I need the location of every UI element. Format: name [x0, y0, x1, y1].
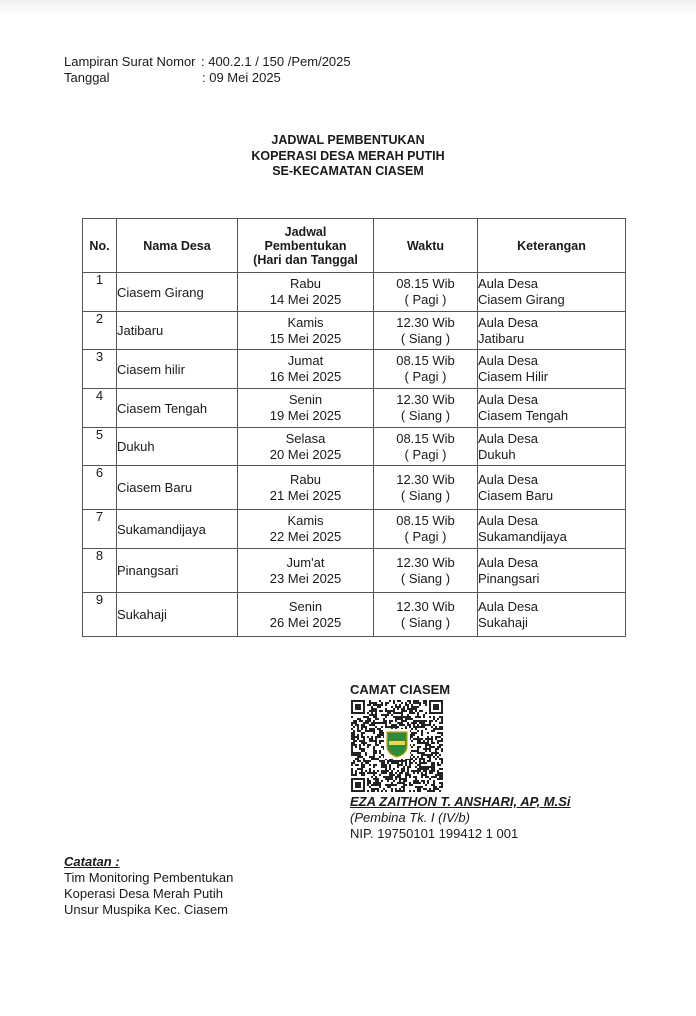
venue-label: Aula Desa	[478, 554, 538, 570]
header-jadwal-line-1: Jadwal	[284, 224, 327, 239]
header-jadwal-line-3: (Hari dan Tanggal	[253, 252, 358, 267]
time-value: 08.15 Wib	[396, 353, 455, 368]
time-session: ( Siang )	[400, 408, 451, 423]
notes-cell	[478, 273, 626, 312]
village-name: Dukuh	[117, 428, 238, 466]
notes-cell	[478, 428, 626, 466]
notes-cell	[478, 593, 626, 637]
time-value: 12.30 Wib	[396, 314, 455, 330]
signature-office	[350, 682, 450, 698]
time-value: 08.15 Wib	[396, 430, 455, 446]
signatory-nip: NIP. 19750101 199412 1 001	[350, 826, 519, 841]
table-row	[83, 466, 626, 510]
row-number: 4	[83, 389, 117, 428]
qr-code-icon	[351, 700, 443, 792]
time-cell	[374, 466, 478, 510]
venue-village: Ciasem Hilir	[478, 369, 549, 384]
notes-line-1: Tim Monitoring Pembentukan	[64, 870, 234, 885]
time-session: ( Pagi )	[404, 292, 447, 307]
venue-village: Pinangsari	[478, 570, 540, 586]
schedule-day: Jum'at	[286, 554, 325, 570]
schedule-cell	[238, 466, 374, 510]
notes-cell	[478, 312, 626, 350]
village-name: Ciasem Baru	[117, 466, 238, 510]
time-value: 12.30 Wib	[396, 392, 455, 407]
notes-cell	[478, 466, 626, 510]
signatory-name: EZA ZAITHON T. ANSHARI, AP, M.Si	[350, 794, 571, 809]
venue-village: Ciasem Tengah	[478, 408, 569, 423]
schedule-date: 26 Mei 2025	[269, 614, 342, 630]
table-header-row	[83, 219, 626, 273]
title-line-2: KOPERASI DESA MERAH PUTIH	[251, 148, 445, 163]
signatory-block	[350, 794, 571, 842]
notes-cell	[478, 389, 626, 428]
time-cell	[374, 273, 478, 312]
notes-cell	[478, 549, 626, 593]
schedule-day: Kamis	[287, 314, 324, 330]
notes-heading: Catatan :	[64, 854, 120, 869]
schedule-date: 19 Mei 2025	[269, 408, 342, 423]
title-line-3: SE-KECAMATAN CIASEM	[272, 164, 424, 178]
venue-label: Aula Desa	[478, 353, 538, 368]
village-name: Ciasem Girang	[117, 273, 238, 312]
time-session: ( Pagi )	[404, 369, 447, 384]
lampiran-label: Lampiran Surat Nomor	[64, 54, 196, 69]
table-row	[83, 350, 626, 389]
venue-village: Ciasem Baru	[478, 487, 554, 503]
letter-reference	[64, 54, 351, 86]
camat-title: CAMAT CIASEM	[350, 682, 451, 697]
row-number: 9	[83, 593, 117, 637]
table-row	[83, 593, 626, 637]
venue-label: Aula Desa	[478, 598, 538, 614]
schedule-date: 22 Mei 2025	[269, 529, 342, 544]
schedule-day: Rabu	[289, 276, 322, 291]
schedule-date: 15 Mei 2025	[269, 330, 342, 346]
schedule-day: Rabu	[289, 471, 322, 487]
tanggal-value: : 09 Mei 2025	[202, 70, 281, 85]
scan-top-edge	[0, 0, 696, 14]
time-session: ( Siang )	[400, 614, 451, 630]
village-name: Sukamandijaya	[117, 510, 238, 549]
schedule-cell	[238, 510, 374, 549]
row-number: 2	[83, 312, 117, 350]
schedule-cell	[238, 428, 374, 466]
schedule-date: 23 Mei 2025	[269, 570, 342, 586]
time-cell	[374, 350, 478, 389]
row-number: 8	[83, 549, 117, 593]
venue-village: Sukamandijaya	[478, 529, 567, 544]
header-nama-desa: Nama Desa	[117, 219, 238, 273]
row-number: 6	[83, 466, 117, 510]
time-value: 12.30 Wib	[396, 554, 455, 570]
schedule-cell	[238, 273, 374, 312]
venue-label: Aula Desa	[478, 513, 538, 528]
time-value: 08.15 Wib	[396, 276, 455, 291]
schedule-table	[82, 218, 626, 637]
time-session: ( Pagi )	[404, 446, 447, 462]
lampiran-value: : 400.2.1 / 150 /Pem/2025	[201, 54, 351, 69]
header-keterangan: Keterangan	[478, 219, 626, 273]
schedule-date: 20 Mei 2025	[269, 446, 342, 462]
time-cell	[374, 428, 478, 466]
village-name: Pinangsari	[117, 549, 238, 593]
village-name: Sukahaji	[117, 593, 238, 637]
venue-label: Aula Desa	[478, 314, 538, 330]
table-row	[83, 510, 626, 549]
table-row	[83, 549, 626, 593]
title-line-1: JADWAL PEMBENTUKAN	[271, 133, 425, 147]
table-row	[83, 428, 626, 466]
document-title	[0, 133, 696, 180]
header-jadwal	[238, 219, 374, 273]
schedule-date: 14 Mei 2025	[269, 292, 342, 307]
schedule-cell	[238, 350, 374, 389]
table-row	[83, 273, 626, 312]
qr-code-graphic	[351, 700, 443, 792]
table-row	[83, 389, 626, 428]
time-cell	[374, 389, 478, 428]
header-no: No.	[83, 219, 117, 273]
schedule-day: Jumat	[287, 353, 324, 368]
time-value: 08.15 Wib	[396, 513, 455, 528]
schedule-cell	[238, 593, 374, 637]
schedule-cell	[238, 549, 374, 593]
village-name: Ciasem Tengah	[117, 389, 238, 428]
time-value: 12.30 Wib	[396, 471, 455, 487]
header-jadwal-line-2: Pembentukan	[264, 238, 347, 253]
time-cell	[374, 510, 478, 549]
signatory-rank: (Pembina Tk. I (IV/b)	[350, 810, 470, 825]
village-name: Ciasem hilir	[117, 350, 238, 389]
row-number: 3	[83, 350, 117, 389]
notes-line-2: Koperasi Desa Merah Putih	[64, 886, 223, 901]
venue-label: Aula Desa	[478, 471, 538, 487]
venue-village: Dukuh	[478, 446, 516, 462]
venue-village: Sukahaji	[478, 614, 528, 630]
venue-label: Aula Desa	[478, 430, 538, 446]
time-cell	[374, 549, 478, 593]
notes-cell	[478, 350, 626, 389]
notes-block	[64, 854, 233, 918]
time-cell	[374, 593, 478, 637]
header-waktu: Waktu	[374, 219, 478, 273]
time-session: ( Siang )	[400, 570, 451, 586]
venue-village: Ciasem Girang	[478, 292, 565, 307]
schedule-day: Selasa	[285, 430, 326, 446]
time-session: ( Siang )	[400, 330, 451, 346]
row-number: 5	[83, 428, 117, 466]
time-value: 12.30 Wib	[396, 598, 455, 614]
notes-cell	[478, 510, 626, 549]
row-number: 1	[83, 273, 117, 312]
notes-line-3: Unsur Muspika Kec. Ciasem	[64, 902, 228, 917]
time-session: ( Siang )	[400, 487, 451, 503]
schedule-date: 16 Mei 2025	[269, 369, 342, 384]
time-session: ( Pagi )	[404, 529, 447, 544]
schedule-cell	[238, 389, 374, 428]
venue-label: Aula Desa	[478, 392, 538, 407]
schedule-day: Kamis	[287, 513, 324, 528]
row-number: 7	[83, 510, 117, 549]
schedule-cell	[238, 312, 374, 350]
table-row	[83, 312, 626, 350]
tanggal-label: Tanggal	[64, 70, 110, 85]
time-cell	[374, 312, 478, 350]
venue-label: Aula Desa	[478, 276, 538, 291]
schedule-date: 21 Mei 2025	[269, 487, 342, 503]
schedule-day: Senin	[288, 392, 323, 407]
schedule-day: Senin	[288, 598, 323, 614]
venue-village: Jatibaru	[478, 330, 525, 346]
village-name: Jatibaru	[117, 312, 238, 350]
